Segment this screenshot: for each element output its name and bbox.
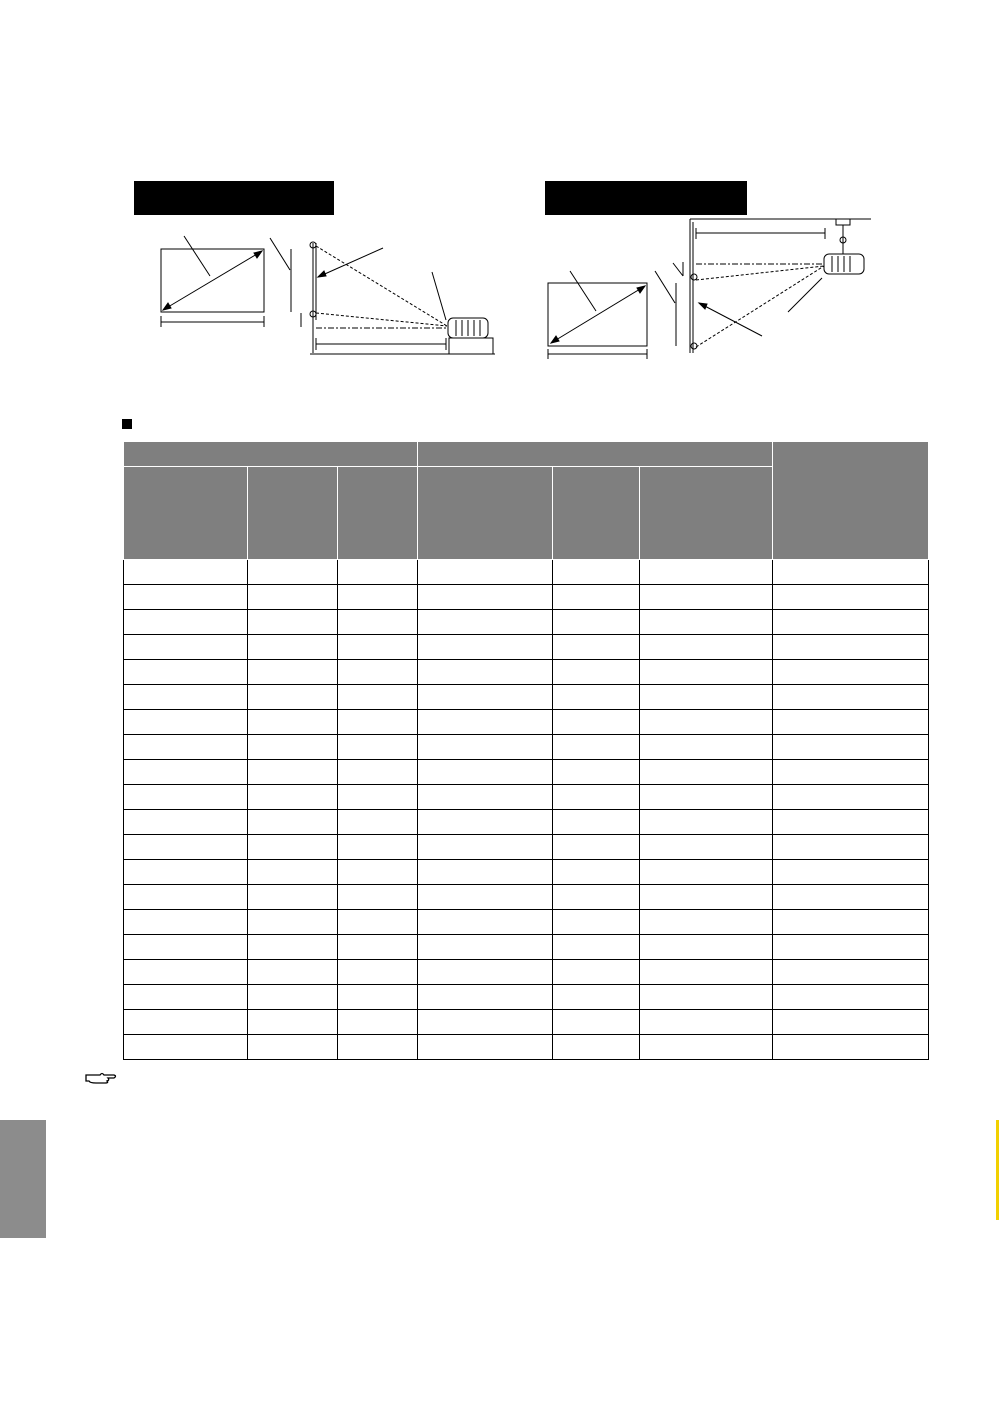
section-bullet (122, 419, 132, 429)
table-cell (248, 1010, 338, 1035)
table-cell (553, 810, 640, 835)
table-cell (124, 635, 248, 660)
table-cell (418, 685, 553, 710)
table-cell (248, 760, 338, 785)
table-cell (248, 660, 338, 685)
table-cell (124, 610, 248, 635)
table-cell (640, 710, 773, 735)
col-header (640, 467, 773, 560)
table-cell (418, 960, 553, 985)
ceiling-install-diagram (548, 219, 871, 359)
table-cell (248, 885, 338, 910)
table-cell (418, 935, 553, 960)
table-cell (248, 635, 338, 660)
table-cell (418, 785, 553, 810)
table-cell (553, 585, 640, 610)
table-cell (124, 810, 248, 835)
table-cell (553, 735, 640, 760)
table-cell (248, 860, 338, 885)
table-cell (553, 710, 640, 735)
table-cell (640, 810, 773, 835)
table-cell (773, 660, 929, 685)
table-cell (773, 785, 929, 810)
table-cell (418, 610, 553, 635)
table-cell (338, 935, 418, 960)
table-row (124, 1035, 929, 1060)
table-cell (248, 585, 338, 610)
group-header-screen (124, 442, 418, 467)
table-cell (338, 1035, 418, 1060)
table-row (124, 710, 929, 735)
table-cell (124, 960, 248, 985)
table-row (124, 560, 929, 585)
table-cell (124, 685, 248, 710)
table-cell (338, 685, 418, 710)
table-cell (124, 735, 248, 760)
table-cell (124, 760, 248, 785)
table-cell (338, 810, 418, 835)
table-cell (773, 610, 929, 635)
col-header (124, 467, 248, 560)
col-header (338, 467, 418, 560)
table-cell (418, 585, 553, 610)
table-cell (338, 710, 418, 735)
table-cell (773, 885, 929, 910)
table-cell (773, 1035, 929, 1060)
table-cell (640, 935, 773, 960)
table-cell (248, 960, 338, 985)
table-cell (338, 610, 418, 635)
table-cell (124, 660, 248, 685)
table-cell (640, 885, 773, 910)
table-cell (338, 985, 418, 1010)
table-cell (553, 835, 640, 860)
table-cell (338, 660, 418, 685)
table-cell (773, 835, 929, 860)
table-cell (418, 860, 553, 885)
table-cell (248, 610, 338, 635)
table-cell (418, 710, 553, 735)
table-cell (553, 560, 640, 585)
table-cell (248, 1035, 338, 1060)
table-row (124, 660, 929, 685)
table-cell (640, 1010, 773, 1035)
table-cell (338, 560, 418, 585)
table-cell (640, 910, 773, 935)
table-cell (338, 885, 418, 910)
table-row (124, 610, 929, 635)
table-cell (773, 560, 929, 585)
table-cell (640, 660, 773, 685)
table-row (124, 760, 929, 785)
table-cell (248, 710, 338, 735)
table-row (124, 885, 929, 910)
table-cell (773, 935, 929, 960)
table-cell (418, 560, 553, 585)
table-cell (338, 735, 418, 760)
table-cell (418, 910, 553, 935)
table-cell (338, 760, 418, 785)
table-cell (773, 735, 929, 760)
table-cell (640, 560, 773, 585)
table-cell (553, 1010, 640, 1035)
table-cell (124, 985, 248, 1010)
table-cell (773, 760, 929, 785)
table-row (124, 1010, 929, 1035)
table-cell (640, 985, 773, 1010)
table-cell (248, 560, 338, 585)
table-cell (248, 835, 338, 860)
table-cell (418, 885, 553, 910)
table-row (124, 735, 929, 760)
floor-install-diagram (161, 236, 495, 354)
table-cell (418, 810, 553, 835)
table-cell (124, 560, 248, 585)
table-cell (124, 935, 248, 960)
table-cell (418, 835, 553, 860)
table-cell (640, 585, 773, 610)
table-cell (248, 985, 338, 1010)
table-cell (338, 960, 418, 985)
table-row (124, 685, 929, 710)
table-cell (124, 885, 248, 910)
table-cell (248, 810, 338, 835)
table-row (124, 860, 929, 885)
table-row (124, 910, 929, 935)
table-row (124, 810, 929, 835)
table-cell (124, 710, 248, 735)
table-row (124, 635, 929, 660)
table-cell (640, 735, 773, 760)
table-cell (640, 610, 773, 635)
table-cell (553, 960, 640, 985)
table-cell (773, 710, 929, 735)
table-cell (773, 685, 929, 710)
table-row (124, 585, 929, 610)
table-cell (124, 835, 248, 860)
table-row (124, 985, 929, 1010)
screen-size-table (123, 441, 929, 1060)
table-cell (248, 735, 338, 760)
table-cell (553, 885, 640, 910)
table-cell (640, 835, 773, 860)
col-header (248, 467, 338, 560)
table-cell (773, 810, 929, 835)
table-cell (553, 910, 640, 935)
table-cell (338, 835, 418, 860)
table-cell (773, 635, 929, 660)
table-cell (773, 1010, 929, 1035)
table-cell (640, 685, 773, 710)
table-cell (640, 1035, 773, 1060)
table-cell (553, 685, 640, 710)
table-cell (124, 785, 248, 810)
table-cell (773, 910, 929, 935)
table-cell (773, 960, 929, 985)
table-cell (773, 860, 929, 885)
table-cell (338, 785, 418, 810)
table-row (124, 785, 929, 810)
table-cell (553, 785, 640, 810)
table-cell (124, 860, 248, 885)
pointing-hand-icon (84, 1069, 120, 1087)
table-cell (418, 735, 553, 760)
col-header (418, 467, 553, 560)
table-cell (553, 635, 640, 660)
table-cell (338, 860, 418, 885)
table-cell (418, 635, 553, 660)
table-cell (553, 985, 640, 1010)
table-cell (124, 910, 248, 935)
table-cell (553, 860, 640, 885)
table-cell (338, 585, 418, 610)
table-cell (640, 960, 773, 985)
side-tab (0, 1120, 46, 1238)
table-cell (248, 910, 338, 935)
table-cell (640, 785, 773, 810)
table-cell (248, 785, 338, 810)
table-cell (124, 1010, 248, 1035)
table-cell (418, 1035, 553, 1060)
table-cell (338, 635, 418, 660)
table-cell (640, 860, 773, 885)
group-header-distance (418, 442, 773, 467)
table-cell (338, 1010, 418, 1035)
col-header (553, 467, 640, 560)
table-cell (418, 660, 553, 685)
table-cell (773, 985, 929, 1010)
table-cell (124, 1035, 248, 1060)
table-cell (418, 985, 553, 1010)
table-cell (124, 585, 248, 610)
table-cell (553, 660, 640, 685)
table-cell (418, 760, 553, 785)
table-cell (248, 935, 338, 960)
table-row (124, 935, 929, 960)
table-cell (338, 910, 418, 935)
table-cell (640, 760, 773, 785)
table-cell (773, 585, 929, 610)
table-cell (553, 935, 640, 960)
table-cell (640, 635, 773, 660)
table-cell (553, 1035, 640, 1060)
group-header-offset (773, 442, 929, 560)
projection-diagrams (0, 0, 999, 400)
table-cell (248, 685, 338, 710)
table-cell (553, 610, 640, 635)
table-cell (418, 1010, 553, 1035)
table-row (124, 835, 929, 860)
table-row (124, 960, 929, 985)
table-cell (553, 760, 640, 785)
table-body (124, 560, 929, 1060)
